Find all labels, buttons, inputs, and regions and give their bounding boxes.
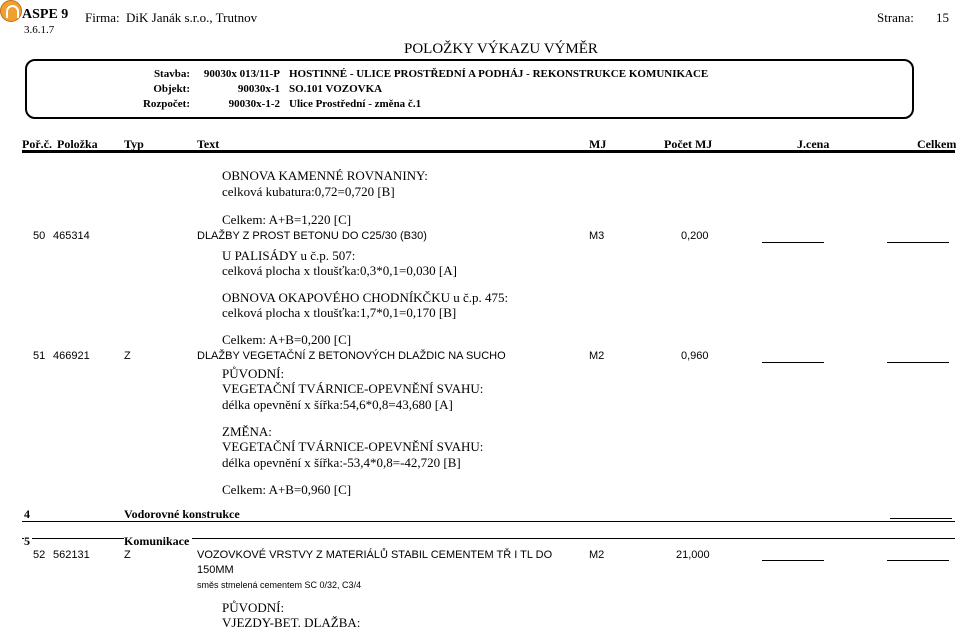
- col-header-cena: J.cena: [797, 137, 830, 151]
- section-subtotal-line: [890, 518, 952, 519]
- note-line: délka opevnění x šířka:54,6*0,8=43,680 [A]: [222, 397, 453, 412]
- note-line: délka opevnění x šířka:-53,4*0,8=-42,720 [B]: [222, 455, 461, 470]
- item-description-cont: 150MM: [197, 564, 234, 576]
- col-header-celkem: Celkem: [917, 137, 957, 151]
- section-divider: [22, 521, 955, 522]
- page-number: 15: [936, 10, 949, 25]
- firm-name: DiK Janák s.r.o., Trutnov: [126, 10, 258, 25]
- unit-price-blank: [762, 362, 824, 363]
- item-code: 562131: [53, 549, 90, 561]
- note-line: U PALISÁDY u č.p. 507:: [222, 248, 356, 263]
- item-number: 50: [33, 230, 46, 242]
- note-line: celková kubatura:0,72=0,720 [B]: [222, 184, 395, 199]
- item-code: 466921: [53, 350, 90, 362]
- total-price-blank: [887, 560, 949, 561]
- stavba-name: HOSTINNÉ - ULICE PROSTŘEDNÍ A PODHÁJ - REKONSTRUKCE KOMUNIKACE: [289, 68, 709, 80]
- item-type: Z: [124, 549, 131, 561]
- aspe-logo-icon: [0, 0, 22, 22]
- note-line: OBNOVA OKAPOVÉHO CHODNÍKČKU u č.p. 475:: [222, 290, 509, 305]
- note-total: Celkem: A+B=1,220 [C]: [222, 212, 352, 227]
- note-total: Celkem: A+B=0,200 [C]: [222, 332, 352, 347]
- item-number: 52: [33, 549, 46, 561]
- page-label: Strana:: [877, 10, 914, 25]
- note-total: Celkem: A+B=0,960 [C]: [222, 482, 352, 497]
- col-header-text: Text: [197, 137, 220, 151]
- total-price-blank: [887, 362, 949, 363]
- item-description: VOZOVKOVÉ VRSTVY Z MATERIÁLŮ STABIL CEMENTEM TŘ I TL DO: [197, 549, 553, 561]
- section-number: 5: [24, 534, 30, 548]
- section-number: 4: [24, 507, 30, 521]
- objekt-code: 90030x-1: [237, 83, 280, 95]
- note-line: VEGETAČNÍ TVÁRNICE-OPEVNĚNÍ SVAHU:: [222, 381, 484, 396]
- note-line: celková plocha x tloušťka:1,7*0,1=0,170 [B]: [222, 305, 457, 320]
- item-code: 465314: [53, 230, 90, 242]
- document-title: POLOŽKY VÝKAZU VÝMĚR: [404, 41, 598, 57]
- rozpocet-label: Rozpočet:: [142, 98, 190, 110]
- note-line: ZMĚNA:: [222, 424, 272, 439]
- app-version: 3.6.1.7: [24, 24, 55, 36]
- item-unit: M2: [589, 549, 605, 561]
- item-quantity: 0,960: [681, 350, 709, 362]
- item-description: DLAŽBY Z PROST BETONU DO C25/30 (B30): [197, 230, 427, 242]
- item-description: DLAŽBY VEGETAČNÍ Z BETONOVÝCH DLAŽDIC NA SUCHO: [197, 350, 506, 362]
- app-name: ASPE 9: [22, 7, 69, 22]
- section-name: Vodorovné konstrukce: [124, 507, 240, 521]
- unit-price-blank: [762, 560, 824, 561]
- col-header-porc: Poř.č.: [22, 137, 52, 151]
- item-unit: M2: [589, 350, 605, 362]
- item-quantity: 0,200: [681, 230, 709, 242]
- rozpocet-code: 90030x-1-2: [228, 98, 280, 110]
- note-line: celková plocha x tloušťka:0,3*0,1=0,030 [A]: [222, 263, 457, 278]
- total-price-blank: [887, 242, 949, 243]
- header-divider: [22, 150, 955, 153]
- col-header-pocet: Počet MJ: [664, 137, 713, 151]
- objekt-name: SO.101 VOZOVKA: [289, 83, 383, 95]
- stavba-label: Stavba:: [153, 68, 190, 80]
- col-header-polozka: Položka: [57, 137, 98, 151]
- item-number: 51: [33, 350, 46, 362]
- item-quantity: 21,000: [676, 549, 710, 561]
- unit-price-blank: [762, 242, 824, 243]
- stavba-code: 90030x 013/11-P: [203, 68, 280, 80]
- note-line: OBNOVA KAMENNÉ ROVNANINY:: [222, 168, 428, 183]
- note-line: VJEZDY-BET. DLAŽBA:: [222, 615, 361, 630]
- note-line: PŮVODNÍ:: [222, 366, 285, 381]
- item-unit: M3: [589, 230, 605, 242]
- col-header-mj: MJ: [589, 137, 607, 151]
- note-line: PŮVODNÍ:: [222, 600, 285, 615]
- firm-label: Firma:: [85, 10, 120, 25]
- note-line: VEGETAČNÍ TVÁRNICE-OPEVNĚNÍ SVAHU:: [222, 439, 484, 454]
- col-header-typ: Typ: [124, 137, 144, 151]
- section-name: Komunikace: [124, 534, 192, 549]
- item-type: Z: [124, 350, 131, 362]
- item-subdescription: směs stmelená cementem SC 0/32, C3/4: [197, 580, 362, 590]
- objekt-label: Objekt:: [153, 83, 190, 95]
- rozpocet-name: Ulice Prostřední - změna č.1: [289, 98, 422, 110]
